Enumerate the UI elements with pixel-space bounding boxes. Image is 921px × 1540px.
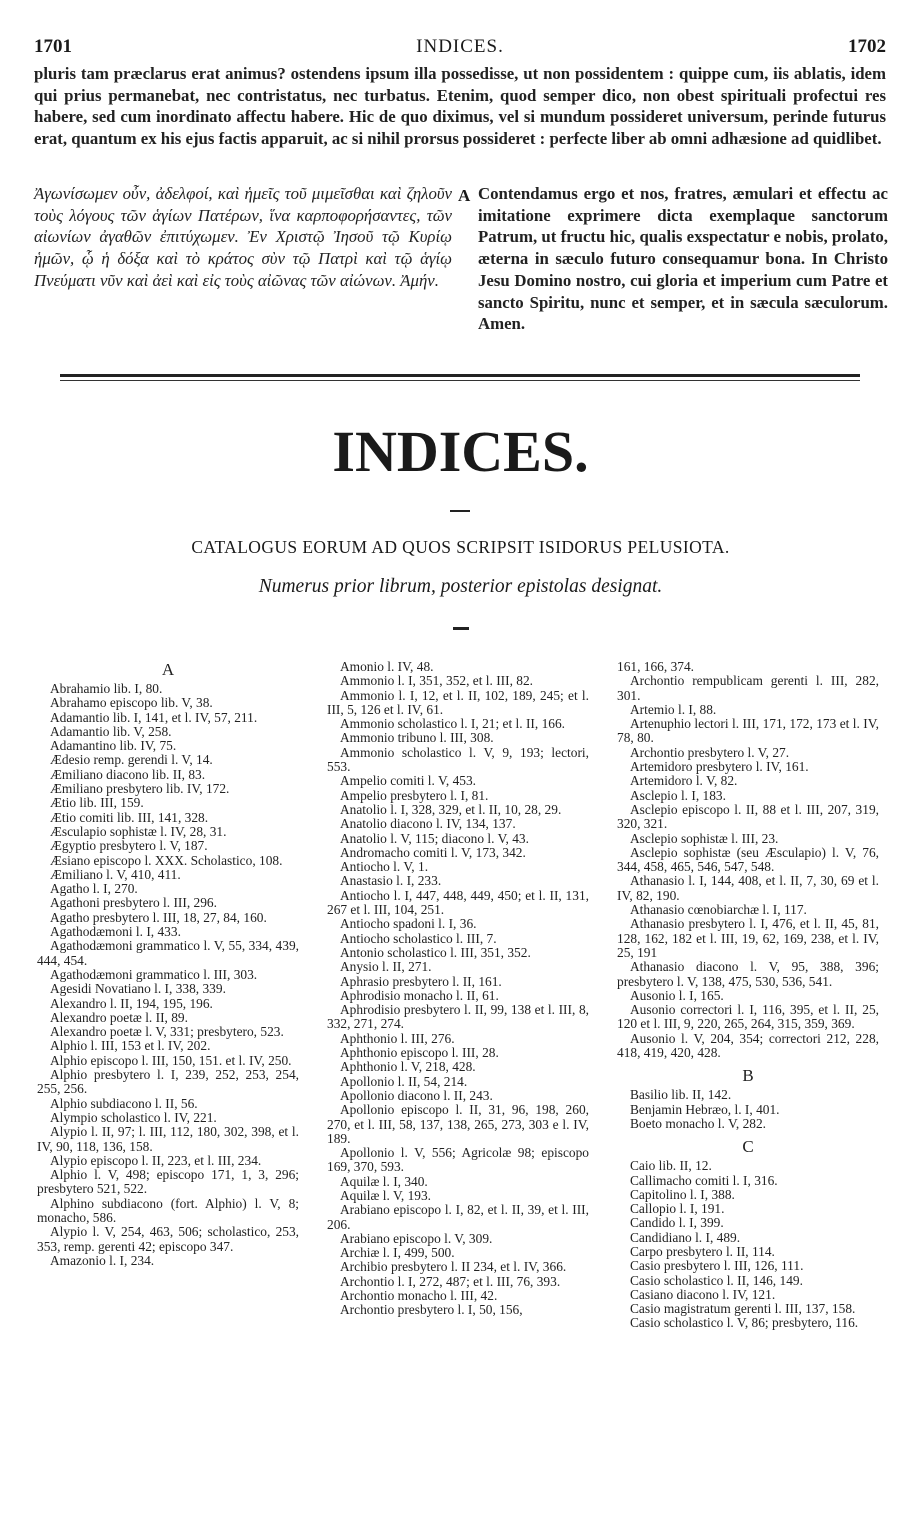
- index-entry: Anatolio l. I, 328, 329, et l. II, 10, 28, 29.: [340, 801, 562, 817]
- index-entry: Alypio l. V, 254, 463, 506; scholastico, 253, 353, remp. gerenti 42; episcopo 347.: [37, 1224, 299, 1254]
- index-entry: Ausonio l. I, 165.: [630, 987, 724, 1003]
- page-number-right: 1702: [848, 36, 886, 57]
- index-entry: Abrahamio lib. I, 80.: [50, 681, 163, 696]
- index-entry: Casio presbytero l. III, 126, 111.: [630, 1258, 804, 1274]
- index-entry: Alphio l. V, 498; episcopo 171, 1, 3, 296; presbytero 521, 522.: [37, 1167, 299, 1197]
- index-entry: Archontio presbytero l. I, 50, 156,: [340, 1302, 523, 1318]
- index-entry: Alypio l. II, 97; l. III, 112, 180, 302, 398, et l. IV, 90, 118, 136, 158.: [37, 1124, 299, 1154]
- index-entry: Boeto monacho l. V, 282.: [630, 1115, 767, 1131]
- index-entry: Ammonio l. I, 12, et l. II, 102, 189, 245; et l. III, 5, 126 et l. IV, 61.: [327, 687, 589, 717]
- index-entry: Alphio presbytero l. I, 239, 252, 253, 254, 255, 256.: [37, 1067, 299, 1097]
- index-entry: Antiocho scholastico l. III, 7.: [340, 930, 497, 946]
- index-entry: Agathodæmoni l. I, 433.: [50, 924, 181, 940]
- index-entry: Anastasio l. I, 233.: [340, 873, 442, 889]
- index-entry: Artenuphio lectori l. III, 171, 172, 173 et l. IV, 78, 80.: [617, 716, 879, 746]
- index-entry: Amazonio l. I, 234.: [50, 1252, 155, 1268]
- index-entry: Ædesio remp. gerendi l. V, 14.: [50, 752, 213, 768]
- index-entry: 161, 166, 374.: [617, 659, 694, 674]
- index-entry: Basilio lib. II, 142.: [630, 1087, 732, 1103]
- index-entry: Amonio l. IV, 48.: [340, 659, 434, 674]
- index-entry: Archibio presbytero l. II 234, et l. IV, 366.: [340, 1259, 567, 1275]
- index-entry: Alphio subdiacono l. II, 56.: [50, 1095, 198, 1111]
- index-entry: Asclepio episcopo l. II, 88 et l. III, 207, 319, 320, 321.: [617, 801, 879, 832]
- section-divider-thick: [60, 374, 860, 377]
- index-entry: Alexandro poetæ l. II, 89.: [50, 1009, 188, 1025]
- index-entry: Adamantino lib. IV, 75.: [50, 738, 177, 754]
- index-entry: Carpo presbytero l. II, 114.: [630, 1243, 775, 1259]
- index-entry: Aphthonio episcopo l. III, 28.: [340, 1045, 499, 1061]
- index-entry: Athanasio diacono l. V, 95, 388, 396; presbytero l. V, 138, 475, 530, 536, 541.: [617, 959, 879, 989]
- index-entry: Casio scholastico l. II, 146, 149.: [630, 1272, 803, 1288]
- index-entry: Apollonio diacono l. II, 243.: [340, 1087, 493, 1103]
- index-column-1: [37, 660, 299, 1268]
- note-dash: [453, 627, 469, 630]
- index-entry: Antiocho spadoni l. I, 36.: [340, 916, 477, 932]
- index-entry: Ampelio presbytero l. I, 81.: [340, 787, 489, 803]
- index-title: INDICES.: [332, 419, 589, 484]
- index-entry: Artemio l. I, 88.: [630, 701, 717, 717]
- index-entry: Candido l. I, 399.: [630, 1215, 724, 1231]
- index-entry: Agathodæmoni grammatico l. III, 303.: [50, 966, 258, 982]
- index-entry: Ausonio l. V, 204, 354; correctori 212, 228, 418, 419, 420, 428.: [617, 1030, 879, 1061]
- index-entry: Agathodæmoni grammatico l. V, 55, 334, 439, 444, 454.: [37, 938, 299, 968]
- index-entry: Alympio scholastico l. IV, 221.: [50, 1109, 217, 1125]
- index-entry: Aphrasio presbytero l. II, 161.: [340, 973, 502, 989]
- index-entry: Æsculapio sophistæ l. IV, 28, 31.: [50, 823, 227, 839]
- index-entry: Ampelio comiti l. V, 453.: [340, 773, 477, 789]
- index-entry: Asclepio sophistæ (seu Æsculapio) l. V, 76, 344, 458, 465, 546, 547, 548.: [617, 844, 879, 875]
- index-entry: Caio lib. II, 12.: [630, 1158, 712, 1174]
- index-entry: Benjamin Hebræo, l. I, 401.: [630, 1101, 780, 1117]
- index-column-2: [327, 660, 589, 1318]
- index-entry: Callimacho comiti l. I, 316.: [630, 1172, 778, 1188]
- index-entry: Ætio comiti lib. III, 141, 328.: [50, 809, 209, 825]
- index-entry: Ægyptio presbytero l. V, 187.: [50, 838, 208, 854]
- index-entry: Agesidi Novatiano l. I, 338, 339.: [50, 981, 226, 997]
- index-letter-heading: A: [161, 660, 175, 679]
- index-entry: Athanasio cœnobiarchæ l. I, 117.: [630, 902, 807, 918]
- index-entry: Aquilæ l. V, 193.: [340, 1187, 432, 1203]
- index-entry: Apollonio l. II, 54, 214.: [340, 1073, 468, 1089]
- running-header: [34, 36, 886, 58]
- index-entry: Alphio l. III, 153 et l. IV, 202.: [50, 1038, 211, 1054]
- index-entry: Athanasio presbytero l. I, 476, et l. II, 45, 81, 128, 162, 182 et l. III, 19, 62, 169, 238, et l. IV, 25, 191: [617, 916, 879, 960]
- index-entry: Archontio presbytero l. V, 27.: [630, 744, 790, 760]
- index-entry: Asclepio sophistæ l. III, 23.: [630, 830, 779, 846]
- index-entry: Agatho l. I, 270.: [50, 881, 138, 897]
- index-entry: Æmiliano presbytero lib. IV, 172.: [50, 781, 230, 797]
- index-entry: Antiocho l. I, 447, 448, 449, 450; et l. II, 131, 267 et l. III, 104, 251.: [327, 887, 589, 918]
- index-entry: Aphthonio l. III, 276.: [340, 1030, 455, 1046]
- index-entry: Alexandro l. II, 194, 195, 196.: [50, 995, 213, 1011]
- latin-column: Contendamus ergo et nos, fratres, æmulari et effectu ac imitatione exprimere dicta exemplaque sanctorum Patrum, ut fructu hic, qualis exspectatur e nobis, prolato, æterna in sæculo futuro consequamur bona. In Christo Jesu Domino nostro, cui gloria et imperium cum Patre et sancto Spiritu, nunc et semper, et in sæcula sæculorum. Amen.: [478, 184, 888, 334]
- index-entry: Anatolio diacono l. IV, 134, 137.: [340, 816, 516, 832]
- index-entry: Artemidoro l. V, 82.: [630, 773, 738, 789]
- index-entry: Capitolino l. I, 388.: [630, 1186, 735, 1202]
- index-entry: Asclepio l. I, 183.: [630, 787, 726, 803]
- index-entry: Casiano diacono l. IV, 121.: [630, 1286, 776, 1302]
- index-letter-heading: C: [742, 1137, 754, 1157]
- index-letter-heading: B: [742, 1066, 754, 1086]
- index-entry: Aquilæ l. I, 340.: [340, 1173, 428, 1189]
- index-entry: Apollonio episcopo l. II, 31, 96, 198, 260, 270, et l. III, 58, 137, 138, 265, 273, 303 e l. IV, 189.: [327, 1102, 589, 1146]
- index-entry: Archiæ l. I, 499, 500.: [340, 1245, 455, 1261]
- index-entry: Adamantio lib. V, 258.: [50, 723, 172, 739]
- index-entry: Andromacho comiti l. V, 173, 342.: [340, 844, 526, 860]
- index-entry: Agathoni presbytero l. III, 296.: [50, 895, 217, 911]
- index-entry: Ammonio scholastico l. V, 9, 193; lectori, 553.: [327, 744, 589, 775]
- index-entry: Aphthonio l. V, 218, 428.: [340, 1059, 476, 1075]
- index-entry: Adamantio lib. I, 141, et l. IV, 57, 211.: [50, 709, 258, 725]
- index-entry: Athanasio l. I, 144, 408, et l. II, 7, 30, 69 et l. IV, 82, 190.: [617, 873, 879, 903]
- index-entry: Ammonio l. I, 351, 352, et l. III, 82.: [340, 673, 534, 689]
- index-entry: Casio scholastico l. V, 86; presbytero, 116.: [630, 1315, 859, 1331]
- index-entry: Ammonio scholastico l. I, 21; et l. II, 166.: [340, 716, 566, 732]
- index-entry: Archontio l. I, 272, 487; et l. III, 76, 393.: [340, 1273, 561, 1289]
- page-number-left: 1701: [34, 36, 72, 57]
- index-entry: Ausonio correctori l. I, 116, 395, et l. II, 25, 120 et l. III, 9, 220, 265, 264, 315, 359, 369.: [617, 1002, 879, 1032]
- index-entry: Arabiano episcopo l. I, 82, et l. II, 39, et l. III, 206.: [327, 1202, 589, 1232]
- index-entry: Abrahamo episcopo lib. V, 38.: [50, 695, 213, 711]
- index-entry: Antiocho l. V, 1.: [340, 859, 429, 875]
- index-entry: Æmiliano l. V, 410, 411.: [50, 866, 181, 882]
- index-column-3: [617, 660, 879, 1331]
- section-divider-thin: [60, 380, 860, 381]
- index-entry: Apollonio l. V, 556; Agricolæ 98; episcopo 169, 370, 593.: [327, 1145, 589, 1175]
- index-entry: Aphrodisio presbytero l. II, 99, 138 et l. III, 8, 332, 271, 274.: [327, 1002, 589, 1032]
- index-entry: Æsiano episcopo l. XXX. Scholastico, 108.: [50, 852, 283, 868]
- index-entry: Casio magistratum gerenti l. III, 137, 158.: [630, 1301, 856, 1317]
- index-entry: Ammonio tribuno l. III, 308.: [340, 730, 494, 746]
- index-entry: Æmiliano diacono lib. II, 83.: [50, 766, 206, 782]
- running-title: INDICES.: [416, 36, 504, 57]
- index-entry: Arabiano episcopo l. V, 309.: [340, 1230, 493, 1246]
- intro-paragraph: pluris tam præclarus erat animus? ostendens ipsum illa possedisse, ut non possidentem : quippe cum, iis ablatis, idem qui prius permanebat, nec contristatus, nec turbatus. Etenim, quod semper dico, non obest spirituali profectui res habere, sed cum inordinato affectu habere. Hic de quo diximus, vel si mundum possideret universum, perinde futurus erat, quantum ex his ejus factis apparuit, ac si nihil prorsus possideret : perfecte liber ab omni adhæsione ad quidlibet.: [34, 64, 886, 148]
- index-entry: Aphrodisio monacho l. II, 61.: [340, 987, 499, 1003]
- greek-column: Ἀγωνίσωμεν οὖν, ἀδελφοί, καὶ ἡμεῖς τοῦ μιμεῖσθαι καὶ ζηλοῦν τοὺς λόγους τῶν ἁγίων Πατέρων, ἵνα καρποφορήσαντες, τῶν αἰωνίων ἀγαθῶν ἐπιτύχωμεν. Ἐν Χριστῷ Ἰησοῦ τῷ Κυρίῳ ἡμῶν, ᾧ ἡ δόξα καὶ τὸ κράτος σὺν τῷ Πατρὶ καὶ τῷ ἁγίῳ Πνεύματι νῦν καὶ ἀεὶ καὶ εἰς τοὺς αἰῶνας τῶν αἰώνων. Ἀμήν.: [34, 184, 452, 290]
- index-entry: Candidiano l. I, 489.: [630, 1229, 741, 1245]
- index-entry: Artemidoro presbytero l. IV, 161.: [630, 759, 809, 775]
- index-entry: Alphino subdiacono (fort. Alphio) l. V, 8; monacho, 586.: [37, 1195, 299, 1225]
- index-entry: Antonio scholastico l. III, 351, 352.: [340, 944, 531, 960]
- index-entry: Ætio lib. III, 159.: [50, 795, 144, 811]
- index-entry: Callopio l. I, 191.: [630, 1201, 725, 1217]
- title-dash: [450, 510, 470, 512]
- index-entry: Alypio episcopo l. II, 223, et l. III, 234.: [50, 1152, 262, 1168]
- index-entry: Archontio rempublicam gerenti l. III, 282, 301.: [617, 673, 879, 703]
- index-entry: Archontio monacho l. III, 42.: [340, 1288, 498, 1304]
- catalog-title: CATALOGUS EORUM AD QUOS SCRIPSIT ISIDORUS PELUSIOTA.: [191, 537, 730, 557]
- index-entry: Alphio episcopo l. III, 150, 151. et l. IV, 250.: [50, 1052, 292, 1068]
- catalog-note: Numerus prior librum, posterior epistolas designat.: [258, 576, 663, 597]
- index-entry: Anysio l. II, 271.: [340, 959, 432, 975]
- index-entry: Alexandro poetæ l. V, 331; presbytero, 523.: [50, 1024, 284, 1040]
- section-marker: A: [458, 186, 471, 205]
- index-entry: Agatho presbytero l. III, 18, 27, 84, 160.: [50, 909, 267, 925]
- index-entry: Anatolio l. V, 115; diacono l. V, 43.: [340, 830, 529, 846]
